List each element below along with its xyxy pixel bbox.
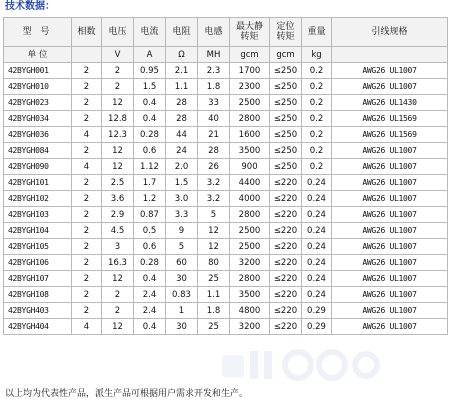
- table-cell: ≤250: [270, 111, 302, 127]
- table-cell: 1.7: [134, 175, 166, 191]
- model-cell: 42BYGH034: [4, 111, 72, 127]
- table-cell: 2: [72, 175, 102, 191]
- table-cell: ≤220: [270, 239, 302, 255]
- table-cell: ≤220: [270, 175, 302, 191]
- table-cell: 2: [102, 63, 134, 79]
- lead-wire-cell: AWG26 UL1007: [332, 255, 448, 271]
- table-cell: 2: [72, 63, 102, 79]
- unit-cell: kg: [302, 47, 332, 63]
- header-phases: 相数: [72, 18, 102, 47]
- table-cell: 3.0: [166, 191, 198, 207]
- lead-wire-cell: AWG26 UL1007: [332, 143, 448, 159]
- table-cell: 12.8: [102, 111, 134, 127]
- header-holding-torque: 最大静 转矩: [230, 18, 270, 47]
- table-cell: ≤250: [270, 95, 302, 111]
- table-cell: 0.83: [166, 287, 198, 303]
- table-cell: ≤250: [270, 143, 302, 159]
- table-cell: 0.95: [134, 63, 166, 79]
- unit-cell: [72, 47, 102, 63]
- header-detent-torque: 定位 转矩: [270, 18, 302, 47]
- table-cell: ≤220: [270, 191, 302, 207]
- table-cell: 2: [72, 191, 102, 207]
- table-cell: 1.1: [166, 79, 198, 95]
- table-cell: 2: [72, 287, 102, 303]
- table-cell: 3: [102, 239, 134, 255]
- table-cell: 4000: [230, 191, 270, 207]
- model-cell: 42BYGH107: [4, 271, 72, 287]
- table-cell: 2500: [230, 239, 270, 255]
- lead-wire-cell: AWG26 UL1007: [332, 207, 448, 223]
- table-cell: 2.1: [166, 63, 198, 79]
- table-cell: 3500: [230, 143, 270, 159]
- table-cell: ≤220: [270, 287, 302, 303]
- table-cell: 2: [72, 271, 102, 287]
- table-cell: 2: [72, 79, 102, 95]
- table-cell: 0.4: [134, 271, 166, 287]
- header-model: 型 号: [4, 18, 72, 47]
- table-cell: 4: [72, 319, 102, 335]
- table-cell: 2800: [230, 271, 270, 287]
- table-cell: 2.4: [134, 287, 166, 303]
- units-row: [4, 47, 448, 63]
- lead-wire-cell: AWG26 UL1569: [332, 111, 448, 127]
- model-cell: 42BYGH105: [4, 239, 72, 255]
- lead-wire-cell: AWG26 UL1007: [332, 303, 448, 319]
- table-cell: 2.9: [102, 207, 134, 223]
- table-cell: 2: [72, 207, 102, 223]
- unit-cell: [332, 47, 448, 63]
- model-cell: 42BYGH001: [4, 63, 72, 79]
- table-cell: ≤250: [270, 79, 302, 95]
- table-cell: 0.24: [302, 175, 332, 191]
- lead-wire-cell: AWG26 UL1007: [332, 319, 448, 335]
- table-cell: 0.6: [134, 143, 166, 159]
- table-cell: 0.29: [302, 319, 332, 335]
- table-cell: 12.3: [102, 127, 134, 143]
- table-cell: 0.28: [134, 255, 166, 271]
- model-cell: 42BYGH403: [4, 303, 72, 319]
- table-cell: 0.2: [302, 79, 332, 95]
- table-cell: 0.4: [134, 111, 166, 127]
- model-cell: 42BYGH036: [4, 127, 72, 143]
- table-cell: 0.29: [302, 303, 332, 319]
- table-cell: 3500: [230, 287, 270, 303]
- table-cell: 1.2: [134, 191, 166, 207]
- table-cell: 0.28: [134, 127, 166, 143]
- header-current: 电流: [134, 18, 166, 47]
- model-cell: 42BYGH023: [4, 95, 72, 111]
- table-cell: 21: [198, 127, 230, 143]
- table-cell: 12: [102, 143, 134, 159]
- table-cell: ≤250: [270, 127, 302, 143]
- lead-wire-cell: AWG26 UL1007: [332, 159, 448, 175]
- unit-cell: gcm: [230, 47, 270, 63]
- table-cell: 0.2: [302, 95, 332, 111]
- table-cell: 4800: [230, 303, 270, 319]
- model-cell: 42BYGH103: [4, 207, 72, 223]
- model-cell: 42BYGH404: [4, 319, 72, 335]
- table-cell: 1.5: [166, 175, 198, 191]
- table-cell: 2: [72, 111, 102, 127]
- model-cell: 42BYGH084: [4, 143, 72, 159]
- table-cell: 12: [198, 239, 230, 255]
- table-cell: 3.2: [198, 175, 230, 191]
- table-cell: 28: [166, 111, 198, 127]
- table-cell: 44: [166, 127, 198, 143]
- table-cell: 2.3: [198, 63, 230, 79]
- table-cell: 1.8: [198, 303, 230, 319]
- lead-wire-cell: AWG26 UL1007: [332, 239, 448, 255]
- table-cell: ≤250: [270, 63, 302, 79]
- table-cell: 2: [72, 143, 102, 159]
- model-cell: 42BYGH090: [4, 159, 72, 175]
- table-cell: 26: [198, 159, 230, 175]
- table-cell: 0.2: [302, 63, 332, 79]
- table-cell: 0.24: [302, 191, 332, 207]
- table-cell: 2500: [230, 223, 270, 239]
- table-cell: 3200: [230, 255, 270, 271]
- table-cell: 3.6: [102, 191, 134, 207]
- header-weight: 重量: [302, 18, 332, 47]
- table-cell: 0.24: [302, 223, 332, 239]
- table-cell: ≤220: [270, 255, 302, 271]
- model-cell: 42BYGH102: [4, 191, 72, 207]
- table-cell: ≤220: [270, 319, 302, 335]
- table-cell: 2: [72, 255, 102, 271]
- model-cell: 42BYGH106: [4, 255, 72, 271]
- table-row: [4, 143, 448, 159]
- table-row: [4, 255, 448, 271]
- table-row: [4, 111, 448, 127]
- table-cell: 2: [72, 95, 102, 111]
- table-cell: 1: [166, 303, 198, 319]
- lead-wire-cell: AWG26 UL1007: [332, 223, 448, 239]
- table-cell: ≤220: [270, 207, 302, 223]
- table-cell: 900: [230, 159, 270, 175]
- table-cell: 2300: [230, 79, 270, 95]
- table-cell: 0.6: [134, 239, 166, 255]
- unit-cell: 单 位: [4, 47, 72, 63]
- unit-cell: MH: [198, 47, 230, 63]
- table-cell: 2: [102, 79, 134, 95]
- lead-wire-cell: AWG26 UL1007: [332, 63, 448, 79]
- table-row: [4, 271, 448, 287]
- table-cell: 28: [166, 95, 198, 111]
- table-cell: 80: [198, 255, 230, 271]
- table-cell: 1.8: [198, 79, 230, 95]
- table-cell: 0.2: [302, 111, 332, 127]
- table-cell: 1600: [230, 127, 270, 143]
- table-row: [4, 319, 448, 335]
- lead-wire-cell: AWG26 UL1007: [332, 175, 448, 191]
- table-cell: 0.2: [302, 159, 332, 175]
- table-cell: 3.3: [166, 207, 198, 223]
- table-cell: ≤250: [270, 159, 302, 175]
- table-cell: 0.5: [134, 223, 166, 239]
- model-cell: 42BYGH104: [4, 223, 72, 239]
- table-cell: 0.24: [302, 287, 332, 303]
- table-cell: 1.5: [134, 79, 166, 95]
- table-row: [4, 239, 448, 255]
- unit-cell: V: [102, 47, 134, 63]
- table-row: [4, 287, 448, 303]
- table-row: [4, 127, 448, 143]
- table-cell: 33: [198, 95, 230, 111]
- table-cell: 12: [102, 95, 134, 111]
- table-cell: 1700: [230, 63, 270, 79]
- table-cell: ≤220: [270, 303, 302, 319]
- model-cell: 42BYGH010: [4, 79, 72, 95]
- table-cell: 2: [102, 287, 134, 303]
- table-cell: ≤220: [270, 223, 302, 239]
- lead-wire-cell: AWG26 UL1007: [332, 271, 448, 287]
- table-cell: 2800: [230, 111, 270, 127]
- table-cell: 2.0: [166, 159, 198, 175]
- table-cell: 3200: [230, 319, 270, 335]
- table-cell: 0.24: [302, 255, 332, 271]
- table-row: [4, 207, 448, 223]
- table-cell: 4.5: [102, 223, 134, 239]
- lead-wire-cell: AWG26 UL1430: [332, 95, 448, 111]
- section-title: 技术数据：: [5, 1, 55, 12]
- table-row: [4, 191, 448, 207]
- table-cell: 0.24: [302, 271, 332, 287]
- lead-wire-cell: AWG26 UL1007: [332, 191, 448, 207]
- table-row: [4, 95, 448, 111]
- lead-wire-cell: AWG26 UL1569: [332, 127, 448, 143]
- table-row: [4, 303, 448, 319]
- table-cell: 25: [198, 271, 230, 287]
- table-cell: 0.24: [302, 239, 332, 255]
- unit-cell: A: [134, 47, 166, 63]
- table-row: [4, 175, 448, 191]
- table-cell: 3.2: [198, 191, 230, 207]
- table-header-row: [4, 18, 448, 47]
- table-cell: 4: [72, 127, 102, 143]
- table-cell: 16.3: [102, 255, 134, 271]
- table-cell: 2500: [230, 95, 270, 111]
- header-lead-wire: 引线规格: [332, 18, 448, 47]
- lead-wire-cell: AWG26 UL1007: [332, 287, 448, 303]
- footer-note: 以上均为代表性产品，派生产品可根据用户需求开发和生产。: [5, 389, 249, 399]
- table-cell: ≤220: [270, 271, 302, 287]
- table-cell: 2.4: [134, 303, 166, 319]
- table-row: [4, 223, 448, 239]
- table-row: [4, 159, 448, 175]
- table-cell: 0.2: [302, 143, 332, 159]
- watermark-logo: [220, 345, 380, 385]
- table-cell: 24: [166, 143, 198, 159]
- table-cell: 25: [198, 319, 230, 335]
- table-cell: 28: [198, 143, 230, 159]
- lead-wire-cell: AWG26 UL1007: [332, 79, 448, 95]
- table-cell: 30: [166, 319, 198, 335]
- table-cell: 4: [72, 159, 102, 175]
- table-cell: 2: [102, 303, 134, 319]
- table-cell: 12: [102, 159, 134, 175]
- table-cell: 12: [102, 271, 134, 287]
- table-row: [4, 79, 448, 95]
- table-cell: 0.2: [302, 127, 332, 143]
- model-cell: 42BYGH108: [4, 287, 72, 303]
- table-cell: 0.4: [134, 319, 166, 335]
- table-cell: 12: [102, 319, 134, 335]
- table-cell: 0.87: [134, 207, 166, 223]
- table-cell: 0.24: [302, 207, 332, 223]
- table-cell: 5: [166, 239, 198, 255]
- table-cell: 2800: [230, 207, 270, 223]
- table-cell: 2.5: [102, 175, 134, 191]
- table-row: [4, 63, 448, 79]
- unit-cell: gcm: [270, 47, 302, 63]
- table-cell: 1.1: [198, 287, 230, 303]
- table-cell: 1.12: [134, 159, 166, 175]
- table-cell: 30: [166, 271, 198, 287]
- table-cell: 40: [198, 111, 230, 127]
- table-cell: 2: [72, 239, 102, 255]
- unit-cell: Ω: [166, 47, 198, 63]
- model-cell: 42BYGH101: [4, 175, 72, 191]
- header-voltage: 电压: [102, 18, 134, 47]
- header-resistance: 电阻: [166, 18, 198, 47]
- table-cell: 2: [72, 223, 102, 239]
- spec-table: [3, 17, 448, 335]
- table-cell: 4400: [230, 175, 270, 191]
- table-cell: 2: [72, 303, 102, 319]
- table-cell: 0.4: [134, 95, 166, 111]
- table-cell: 12: [198, 223, 230, 239]
- table-cell: 60: [166, 255, 198, 271]
- table-cell: 9: [166, 223, 198, 239]
- table-cell: 5: [198, 207, 230, 223]
- header-inductance: 电感: [198, 18, 230, 47]
